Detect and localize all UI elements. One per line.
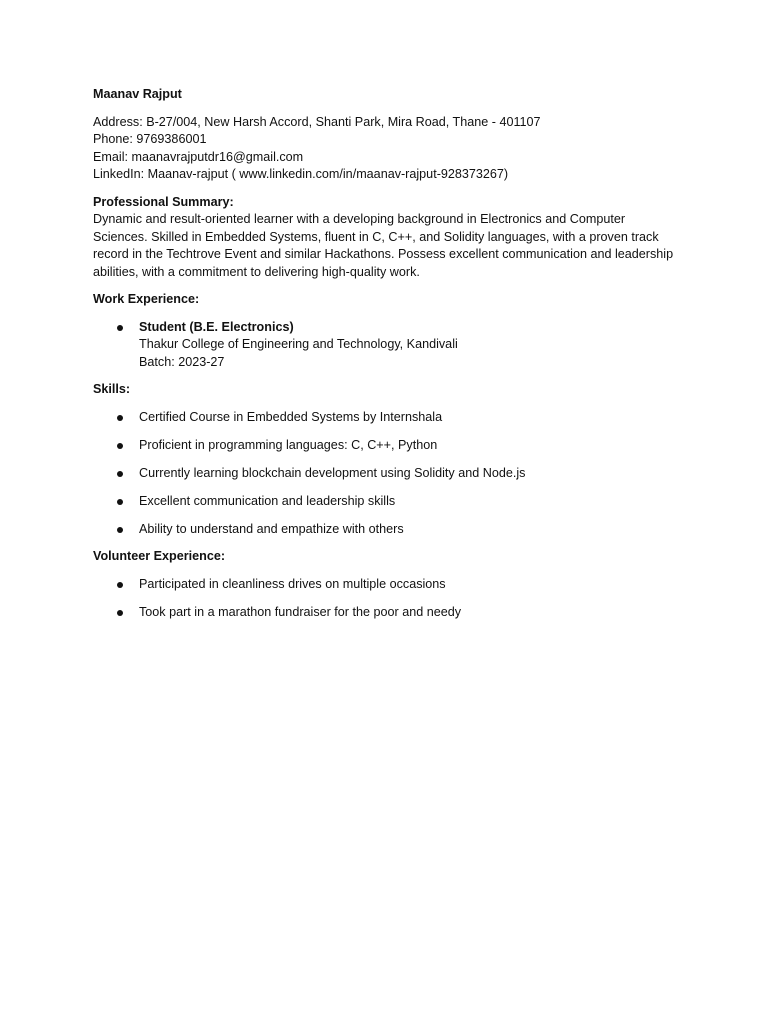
volunteer-text: Participated in cleanliness drives on multiple occasions [139,576,446,591]
volunteer-list [93,576,683,622]
contact-phone: Phone: 9769386001 [93,132,207,146]
skills-heading: Skills: [93,382,131,396]
bullet-icon [117,527,123,533]
resume-document [93,86,683,621]
volunteer-heading: Volunteer Experience: [93,549,226,563]
contact-linkedin: LinkedIn: Maanav-rajput ( www.linkedin.com/in/maanav-rajput-928373267) [93,167,509,181]
contact-block [93,114,683,184]
skill-item [93,437,683,455]
skill-text: Certified Course in Embedded Systems by Internshala [139,409,443,424]
volunteer-item [93,604,683,622]
skill-item [93,465,683,483]
bullet-icon [117,443,123,449]
bullet-icon [117,499,123,505]
skill-text: Proficient in programming languages: C, C++, Python [139,437,438,452]
volunteer-text: Took part in a marathon fundraiser for the poor and needy [139,604,462,619]
contact-email: Email: maanavrajputdr16@gmail.com [93,149,304,164]
skill-text: Excellent communication and leadership skills [139,493,396,508]
job-title: Student (B.E. Electronics) [139,319,294,334]
bullet-icon [117,415,123,421]
bullet-icon [117,582,123,588]
summary-text: Dynamic and result-oriented learner with a developing background in Electronics and Computer Sciences. Skilled in Embedded Systems, fluent in C, C++, and Solidity languages, with a proven track record in the Techtrove Event and similar Hackathons. Possess excellent communication and leadership abilities, with a commitment to delivering high-quality work. [93,212,674,279]
work-list [93,319,683,372]
skill-item [93,521,683,539]
skill-item [93,493,683,511]
bullet-icon [117,610,123,616]
job-institution: Thakur College of Engineering and Technology, Kandivali [139,337,458,351]
skills-list [93,409,683,539]
candidate-name: Maanav Rajput [93,87,182,101]
skill-text: Ability to understand and empathize with others [139,521,404,536]
skill-text: Currently learning blockchain development using Solidity and Node.js [139,465,526,480]
summary-heading: Professional Summary: [93,194,234,209]
contact-address: Address: B-27/004, New Harsh Accord, Shanti Park, Mira Road, Thane - 401107 [93,114,541,129]
bullet-icon [117,325,123,331]
skill-item [93,409,683,427]
job-batch: Batch: 2023-27 [139,354,225,369]
work-item [93,319,683,372]
bullet-icon [117,471,123,477]
work-heading: Work Experience: [93,292,200,306]
volunteer-item [93,576,683,594]
